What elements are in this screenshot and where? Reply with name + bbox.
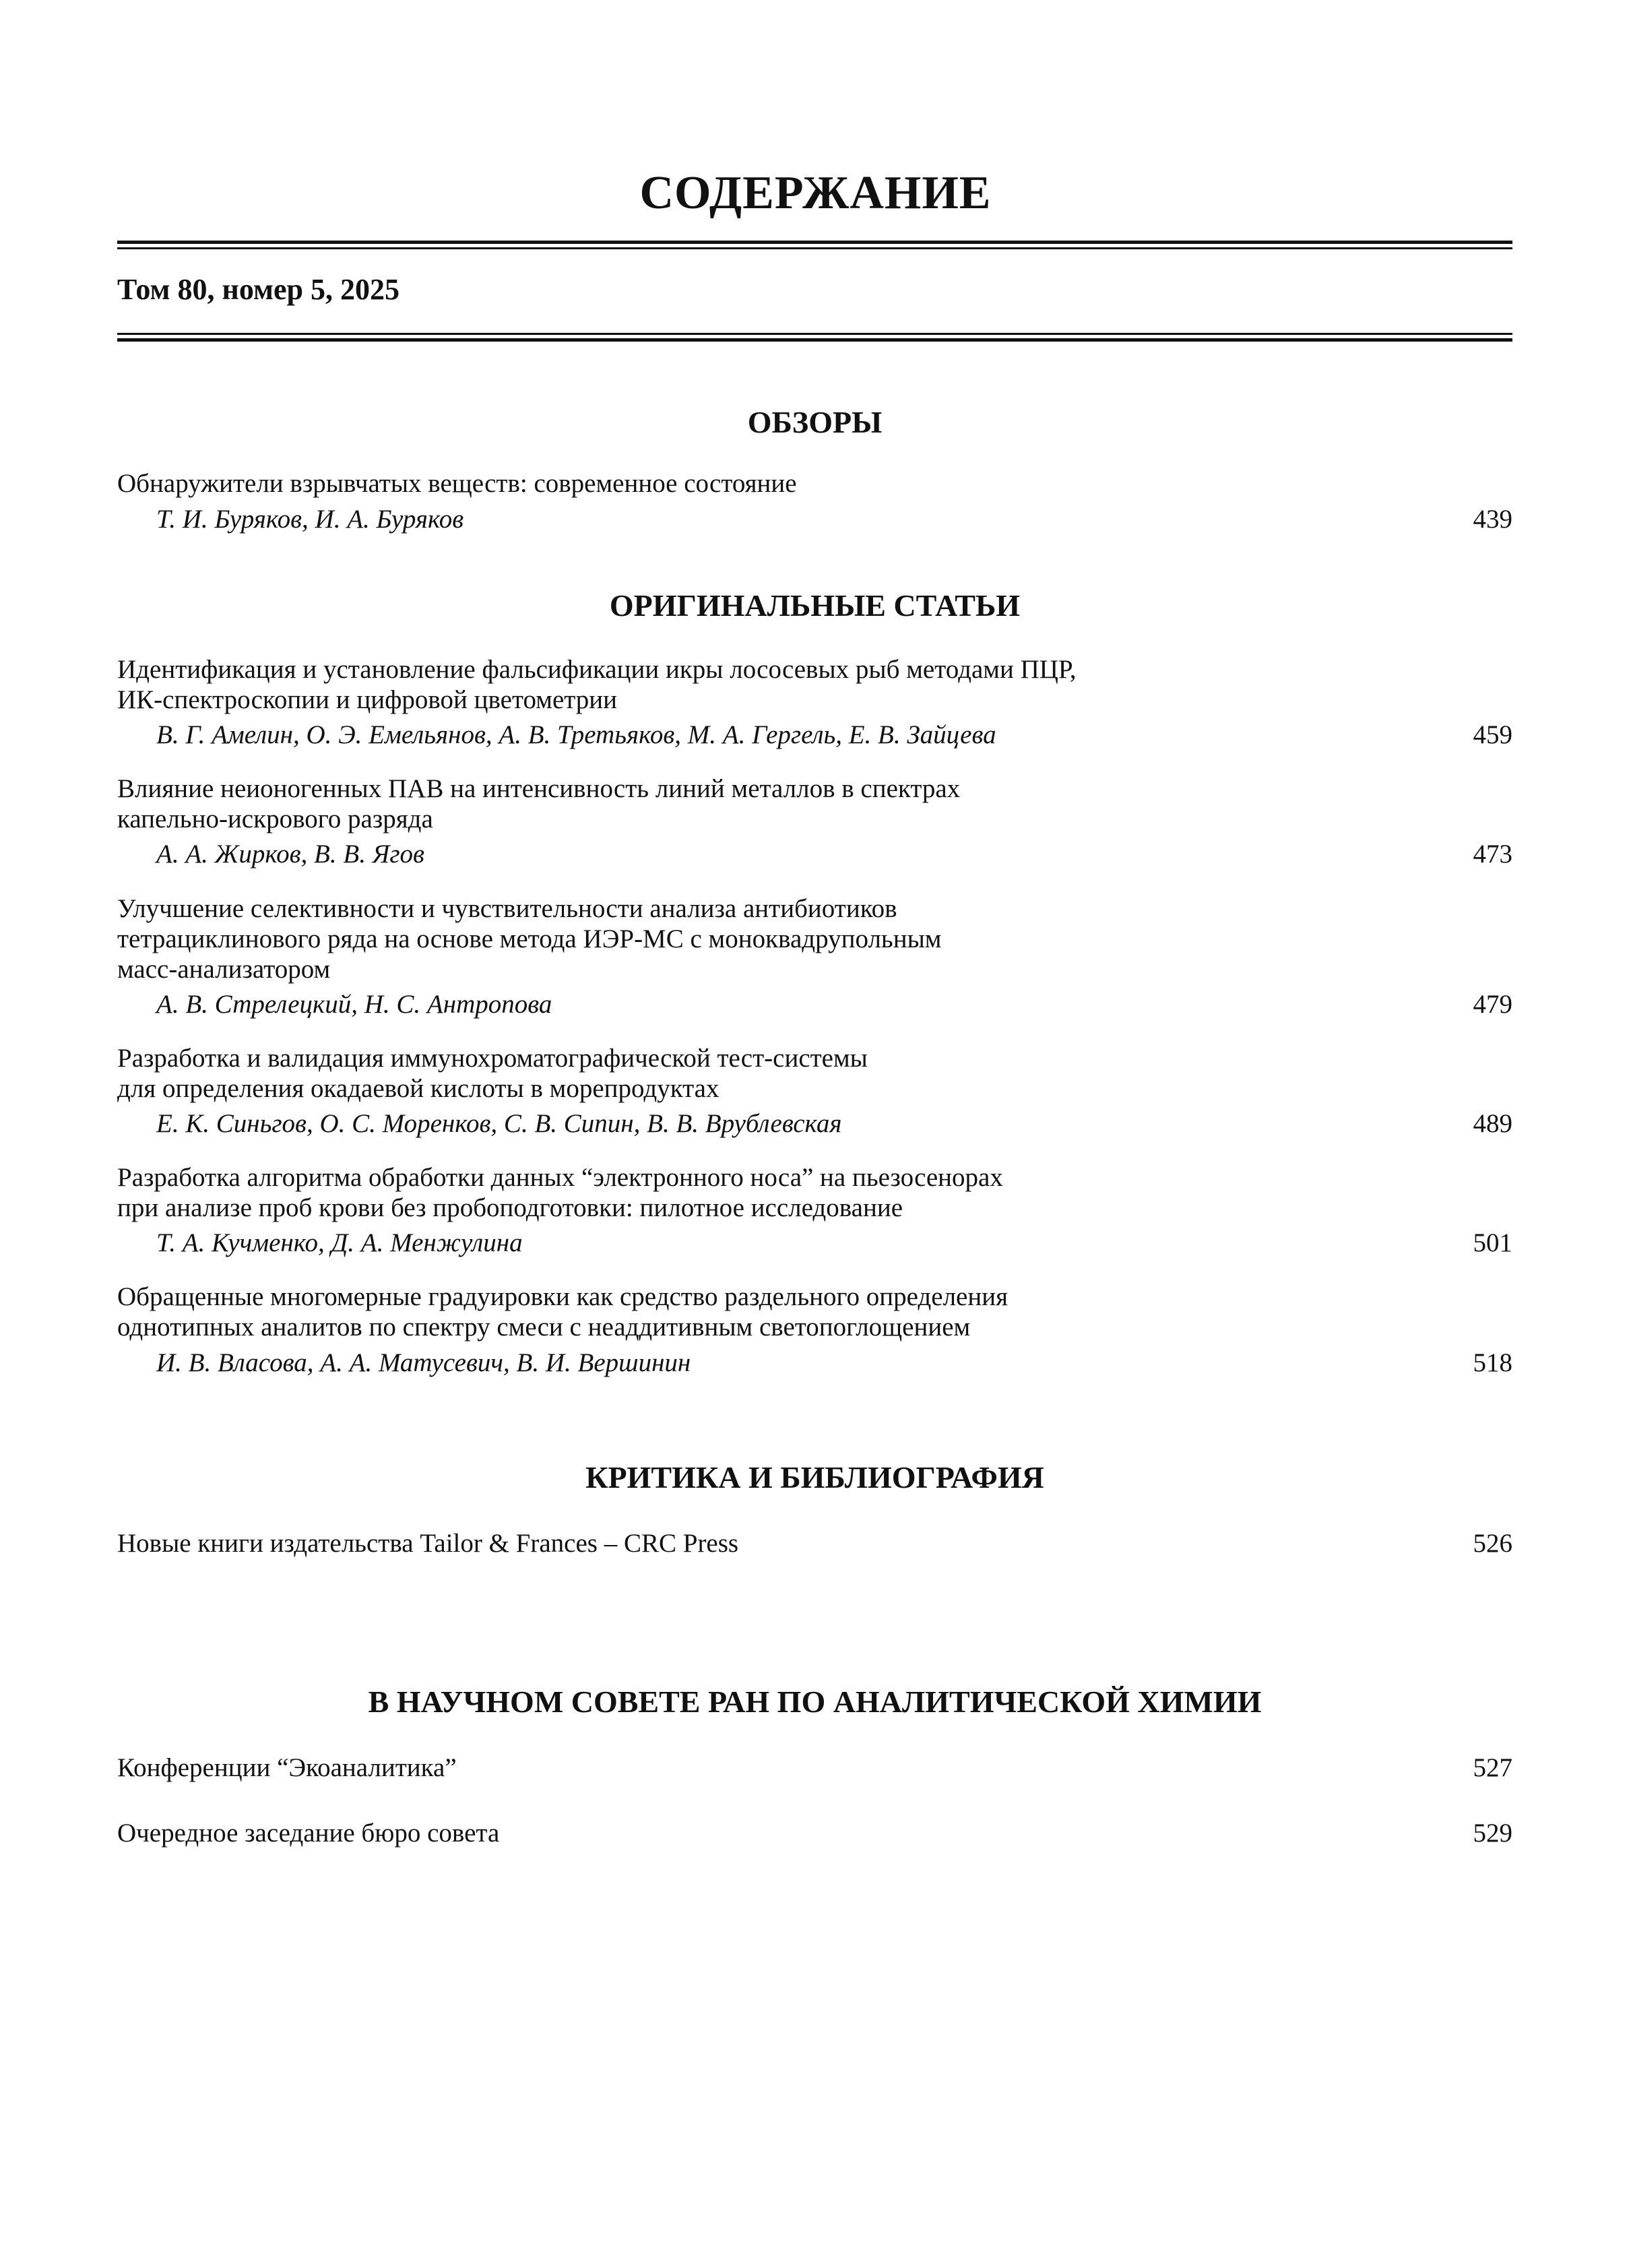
article-title: Улучшение селективности и чувствительности анализа антибиотиков (117, 894, 897, 923)
volume-info: Том 80, номер 5, 2025 (117, 273, 399, 306)
page-number: 518 (1473, 1348, 1512, 1377)
article-authors: В. Г. Амелин, О. Э. Емельянов, А. В. Третьяков, М. А. Гергель, Е. В. Зайцева (156, 720, 996, 749)
page-number: 501 (1473, 1228, 1512, 1257)
article-authors: Т. А. Кучменко, Д. А. Менжулина (156, 1228, 523, 1257)
article-title: Идентификация и установление фальсификации икры лососевых рыб методами ПЦР, (117, 655, 1077, 684)
page-number: 479 (1473, 990, 1512, 1019)
article-title: капельно-искрового разряда (117, 805, 433, 833)
article-title: Разработка алгоритма обработки данных “электронного носа” на пьезосенорах (117, 1163, 1003, 1192)
section-heading: В НАУЧНОМ СОВЕТЕ РАН ПО АНАЛИТИЧЕСКОЙ ХИМИИ (368, 1684, 1262, 1719)
article-authors: А. А. Жирков, В. В. Ягов (156, 840, 424, 869)
page-number: 527 (1473, 1753, 1512, 1782)
section-heading: КРИТИКА И БИБЛИОГРАФИЯ (585, 1460, 1044, 1494)
page-number: 473 (1473, 840, 1512, 869)
top-double-rule (117, 241, 1512, 250)
article-title: Обращенные многомерные градуировки как средство раздельного определения (117, 1282, 1009, 1311)
article-title: однотипных аналитов по спектру смеси с неаддитивным светопоглощением (117, 1313, 971, 1342)
article-title: Обнаружители взрывчатых веществ: современное состояние (117, 469, 797, 498)
article-authors: А. В. Стрелецкий, Н. С. Антропова (156, 990, 552, 1019)
section-heading: ОРИГИНАЛЬНЫЕ СТАТЬИ (609, 588, 1021, 623)
article-title: тетрациклинового ряда на основе метода ИЭР-МС с моноквадрупольным (117, 924, 942, 953)
article-title: Новые книги издательства Tailor & Frances – CRC Press (117, 1529, 739, 1558)
article-title: Очередное заседание бюро совета (117, 1819, 500, 1848)
article-title: Влияние неионогенных ПАВ на интенсивность линий металлов в спектрах (117, 774, 961, 803)
page-number: 526 (1473, 1529, 1512, 1558)
article-title: Конференции “Экоаналитика” (117, 1753, 457, 1782)
page-title: СОДЕРЖАНИЕ (639, 167, 992, 219)
page-number: 529 (1473, 1819, 1512, 1848)
article-title: при анализе проб крови без пробоподготовки: пилотное исследование (117, 1193, 903, 1222)
article-title: масс-анализатором (117, 955, 331, 984)
bottom-double-rule (117, 333, 1512, 342)
section-heading: ОБЗОРЫ (747, 405, 883, 439)
article-title: ИК-спектроскопии и цифровой цветометрии (117, 685, 618, 714)
article-authors: И. В. Власова, А. А. Матусевич, В. И. Вершинин (156, 1348, 691, 1377)
article-title: для определения окадаевой кислоты в морепродуктах (117, 1074, 719, 1103)
page-number: 439 (1473, 505, 1512, 534)
article-authors: Т. И. Буряков, И. А. Буряков (156, 505, 464, 534)
article-authors: Е. К. Синьгов, О. С. Моренков, С. В. Сипин, В. В. Врублевская (156, 1109, 842, 1138)
page-number: 459 (1473, 720, 1512, 749)
page-number: 489 (1473, 1109, 1512, 1138)
article-title: Разработка и валидация иммунохроматографической тест-системы (117, 1044, 868, 1073)
